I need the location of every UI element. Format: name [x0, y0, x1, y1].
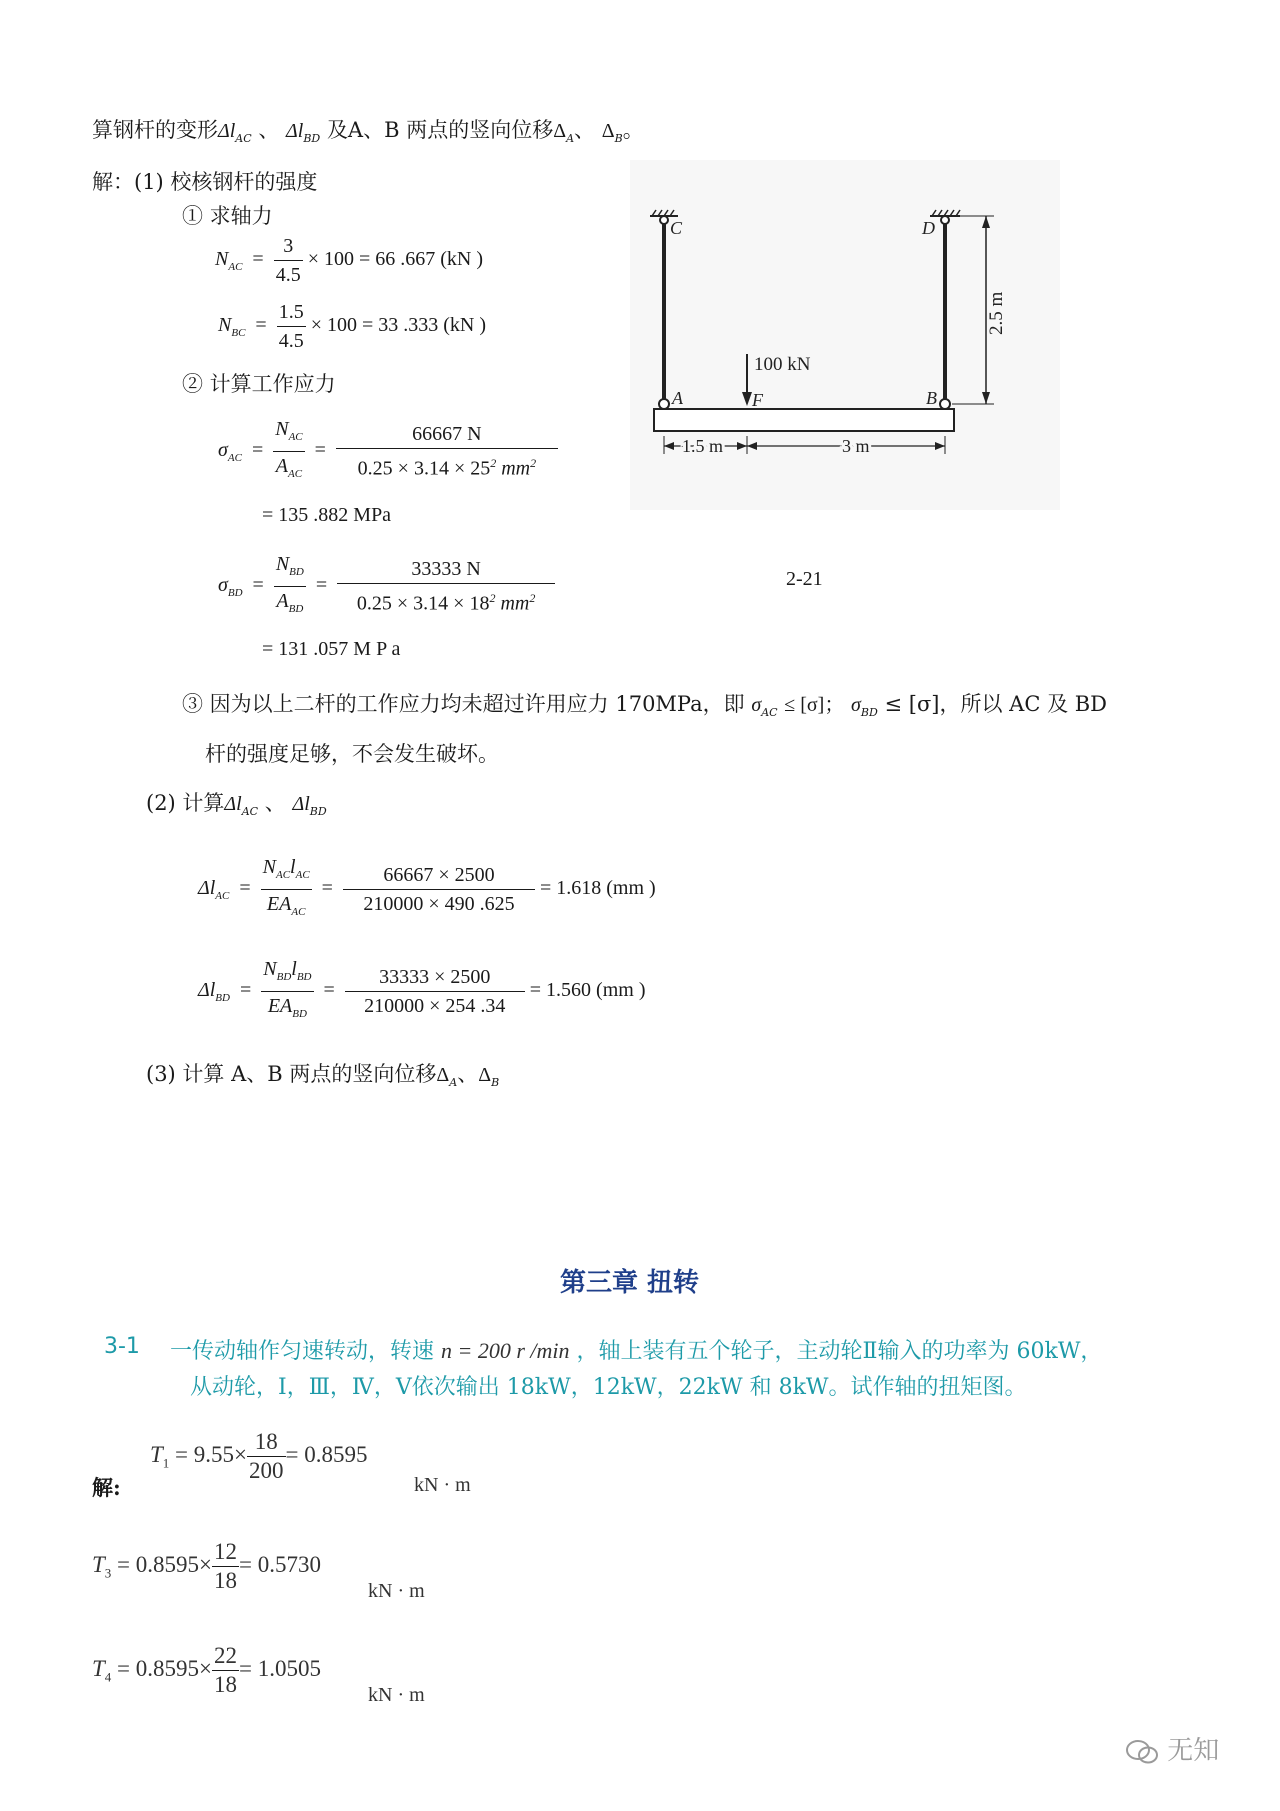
pin-a: [659, 399, 669, 409]
label-height: 2.5 m: [986, 291, 1007, 335]
sigma-ac-result: = 135 .882 MPa: [262, 504, 392, 526]
t3-unit: kN · m: [368, 1580, 425, 1602]
sigma-bd-equation: $\sigma_{BD}$ = $\frac{N_{BD}}{A_{BD}}$ = $\frac{33333 N}{0.25 \times 3.14 \times 18^2 mm^2}$: [218, 550, 555, 623]
sigma-bd-fraction1: $\frac{N_{BD}}{A_{BD}}$: [274, 550, 306, 623]
label-a: A: [672, 388, 683, 408]
torque-solution-label: 解:: [92, 1475, 121, 1500]
label-dim-3: 3 m: [842, 436, 870, 456]
pin-c: [660, 216, 668, 224]
delta-l-bd-fraction1: $\frac{N_{BD}l_{BD}}{EA_{BD}}$: [261, 955, 313, 1028]
intro-line: 算钢杆的变形$\Delta l_{AC}$ 、 $\Delta l_{BD}$ 及A、B 两点的竖向位移$\Delta_A$、 $\Delta_B$。: [92, 118, 644, 145]
delta-l-bd-equation: $\Delta l_{BD}$ = $\frac{N_{BD}l_{BD}}{EA_{BD}}$ = $\frac{33333 \times 2500}{210000 \times 254 .34}$ = 1.560 (mm ): [198, 955, 646, 1028]
step1-label: ① 求轴力: [182, 204, 273, 228]
t4-equation: $T_4 = 0.8595\times$ $\frac{22}{18}$ = 1.0505: [92, 1643, 321, 1697]
t4-fraction: $\frac{22}{18}$: [214, 1643, 237, 1697]
t1-equation: $T_1 = 9.55\times$ $\frac{18}{200}$ = 0.8595: [150, 1429, 368, 1483]
nac-fraction: $\frac{3}{4.5}$: [274, 232, 303, 289]
watermark: 无知: [1125, 1730, 1219, 1767]
solution-heading: 解：(1) 校核钢杆的强度: [92, 170, 318, 194]
label-d: D: [922, 218, 935, 238]
problem-3-1-number: 3-1: [104, 1334, 140, 1359]
t3-equation: $T_3 = 0.8595\times$ $\frac{12}{18}$ = 0.5730: [92, 1539, 321, 1593]
t1-unit: kN · m: [414, 1474, 471, 1496]
label-load: 100 kN: [754, 354, 811, 375]
sigma-ac-equation: $\sigma_{AC}$ = $\frac{N_{AC}}{A_{AC}}$ = $\frac{66667 N}{0.25 \times 3.14 \times 25^2 mm^2}$: [218, 415, 558, 488]
problem-3-1-line1: 一传动轴作匀速转动，转速 n = 200 r /min ，轴上装有五个轮子，主动轮Ⅱ输入的功率为 60kW，: [170, 1338, 1103, 1364]
step3-line2: 杆的强度足够，不会发生破坏。: [205, 742, 499, 766]
chapter-title: 第三章 扭转: [560, 1268, 700, 1298]
t1-fraction: $\frac{18}{200}$: [249, 1429, 284, 1483]
sigma-bd-fraction2: $\frac{33333 N}{0.25 \times 3.14 \times 18^2 mm^2}$: [337, 555, 555, 618]
nbc-fraction: $\frac{1.5}{4.5}$: [277, 298, 306, 355]
label-dim-1-5: 1.5 m: [682, 436, 724, 456]
part3-heading: (3) 计算 A、B 两点的竖向位移$\Delta_A$、$\Delta_B$: [146, 1062, 500, 1089]
sigma-bd-result: = 131 .057 M P a: [262, 638, 401, 660]
problem-3-1-line2: 从动轮，Ⅰ，Ⅲ，Ⅳ，Ⅴ依次输出 18kW，12kW，22kW 和 8kW。试作轴的扭矩图。: [190, 1375, 1027, 1400]
pin-d: [941, 216, 949, 224]
delta-l-ac-equation: $\Delta l_{AC}$ = $\frac{N_{AC}l_{AC}}{EA_{AC}}$ = $\frac{66667 \times 2500}{210000 \times 490 .625}$ = 1.618 (mm ): [198, 853, 656, 926]
sigma-ac-fraction1: $\frac{N_{AC}}{A_{AC}}$: [273, 415, 304, 488]
wechat-icon: [1125, 1739, 1159, 1765]
delta-l-ac-fraction2: $\frac{66667 \times 2500}{210000 \times 490 .625}$: [343, 861, 535, 918]
beam: [654, 409, 954, 431]
part2-heading: (2) 计算$\Delta l_{AC}$ 、 $\Delta l_{BD}$: [146, 791, 327, 818]
figure-label: 2-21: [786, 568, 823, 590]
nbc-equation: $N_{BC}$ = $\frac{1.5}{4.5}$ × 100 = 33 .333 (kN ): [218, 298, 486, 355]
delta-l-bd-fraction2: $\frac{33333 \times 2500}{210000 \times 254 .34}$: [345, 963, 525, 1020]
pin-b: [940, 399, 950, 409]
beam-figure: [630, 160, 1060, 510]
step2-label: ② 计算工作应力: [182, 372, 336, 396]
label-c: C: [670, 218, 683, 238]
label-b: B: [926, 388, 937, 408]
delta-l-ac-fraction1: $\frac{N_{AC}l_{AC}}{EA_{AC}}$: [261, 853, 312, 926]
label-f: F: [752, 390, 763, 410]
step3-line1: ③ 因为以上二杆的工作应力均未超过许用应力 170MPa，即 $\sigma_{AC} \le [\sigma]$； $\sigma_{BD} \le [\sigma]$，所以 AC 及 BD: [182, 692, 1108, 719]
nac-equation: $N_{AC}$ = $\frac{3}{4.5}$ × 100 = 66 .667 (kN ): [215, 232, 483, 289]
t4-unit: kN · m: [368, 1684, 425, 1706]
sigma-ac-fraction2: $\frac{66667 N}{0.25 \times 3.14 \times 25^2 mm^2}$: [336, 420, 558, 483]
t3-fraction: $\frac{12}{18}$: [214, 1539, 237, 1593]
